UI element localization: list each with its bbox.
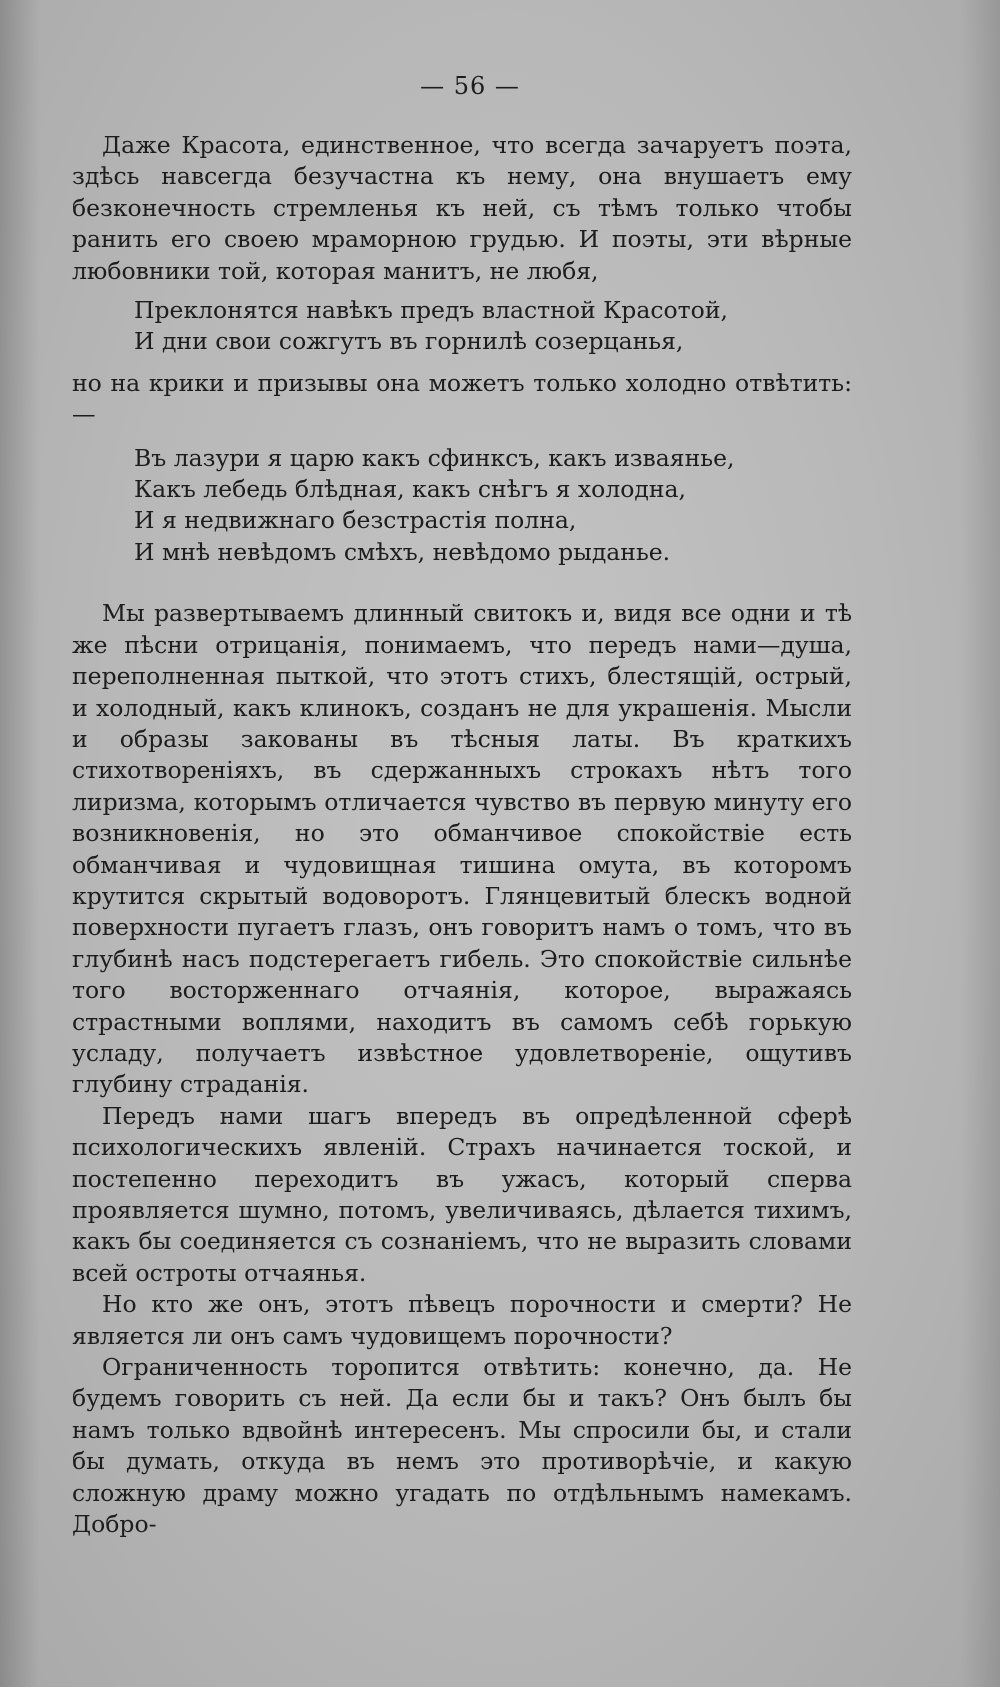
page-edge-shadow-right [960, 0, 1000, 1687]
verse-line: И я недвижнаго безстрастія полна, [134, 506, 577, 535]
body-text [72, 130, 852, 1540]
verse-line: Какъ лебедь блѣдная, какъ снѣгъ я холодна, [134, 475, 687, 504]
verse-quote-2 [134, 443, 852, 569]
verse-quote-1 [134, 295, 852, 358]
paragraph-bridge: но на крики и призывы она можетъ только холодно отвѣтить:— [72, 368, 852, 429]
verse-line: И дни свои сожгутъ въ горнилѣ созерцанья, [134, 327, 684, 356]
paragraph: Передъ нами шагъ впередъ въ опредѣленной сферѣ психологическихъ явленій. Страхъ начинается тоской, и постепенно переходитъ въ ужасъ, который сперва проявляется шумно, потомъ, увеличиваясь, дѣлается тихимъ, какъ бы соединяется съ сознаніемъ, что не выразить словами всей остроты отчаянья. [72, 1101, 852, 1287]
verse-line: Въ лазури я царю какъ сфинксъ, какъ изваянье, [134, 443, 735, 472]
page-number: — 56 — [420, 72, 520, 100]
verse-line: Преклонятся навѣкъ предъ властной Красотой, [134, 296, 728, 325]
paragraph: Но кто же онъ, этотъ пѣвецъ порочности и смерти? Не является ли онъ самъ чудовищемъ порочности? [72, 1290, 852, 1350]
paragraph: Ограниченность торопится отвѣтить: конечно, да. Не будемъ говорить съ ней. Да если бы и такъ? Онъ былъ бы намъ только вдвойнѣ интересенъ. Мы спросили бы, и стали бы думать, откуда въ немъ это противорѣчіе, и какую сложную драму можно угадать по отдѣльнымъ намекамъ. Добро- [72, 1353, 852, 1539]
verse-line: И мнѣ невѣдомъ смѣхъ, невѣдомо рыданье. [134, 537, 671, 566]
paragraph: Мы развертываемъ длинный свитокъ и, видя все одни и тѣ же пѣсни отрицанія, понимаемъ, что передъ нами—душа, переполненная пыткой, что этотъ стихъ, блестящій, острый, и холодный, какъ клинокъ, созданъ не для украшенія. Мысли и образы закованы въ тѣсныя латы. Въ краткихъ стихотвореніяхъ, въ сдержанныхъ строкахъ нѣтъ того лиризма, которымъ отличается чувство въ первую минуту его возникновенія, но это обманчивое спокойствіе есть обманчивая и чудовищная тишина омута, въ которомъ крутится скрытый водоворотъ. Глянцевитый блескъ водной поверхности пугаетъ глазъ, онъ говоритъ намъ о томъ, что въ глубинѣ насъ подстерегаетъ гибель. Это спокойствіе сильнѣе того восторженнаго отчаянія, которое, выражаясь страстными воплями, находитъ въ самомъ себѣ горькую усладу, получаетъ извѣстное удовлетвореніе, ощутивъ глубину страданія. [72, 599, 852, 1099]
page-edge-shadow-left [0, 0, 40, 1687]
paragraph: Даже Красота, единственное, что всегда зачаруетъ поэта, здѣсь навсегда безучастна къ нему, она внушаетъ ему безконечность стремленья къ ней, съ тѣмъ только чтобы ранить его своею мраморною грудью. И поэты, эти вѣрные любовники той, которая манитъ, не любя, [72, 131, 852, 285]
